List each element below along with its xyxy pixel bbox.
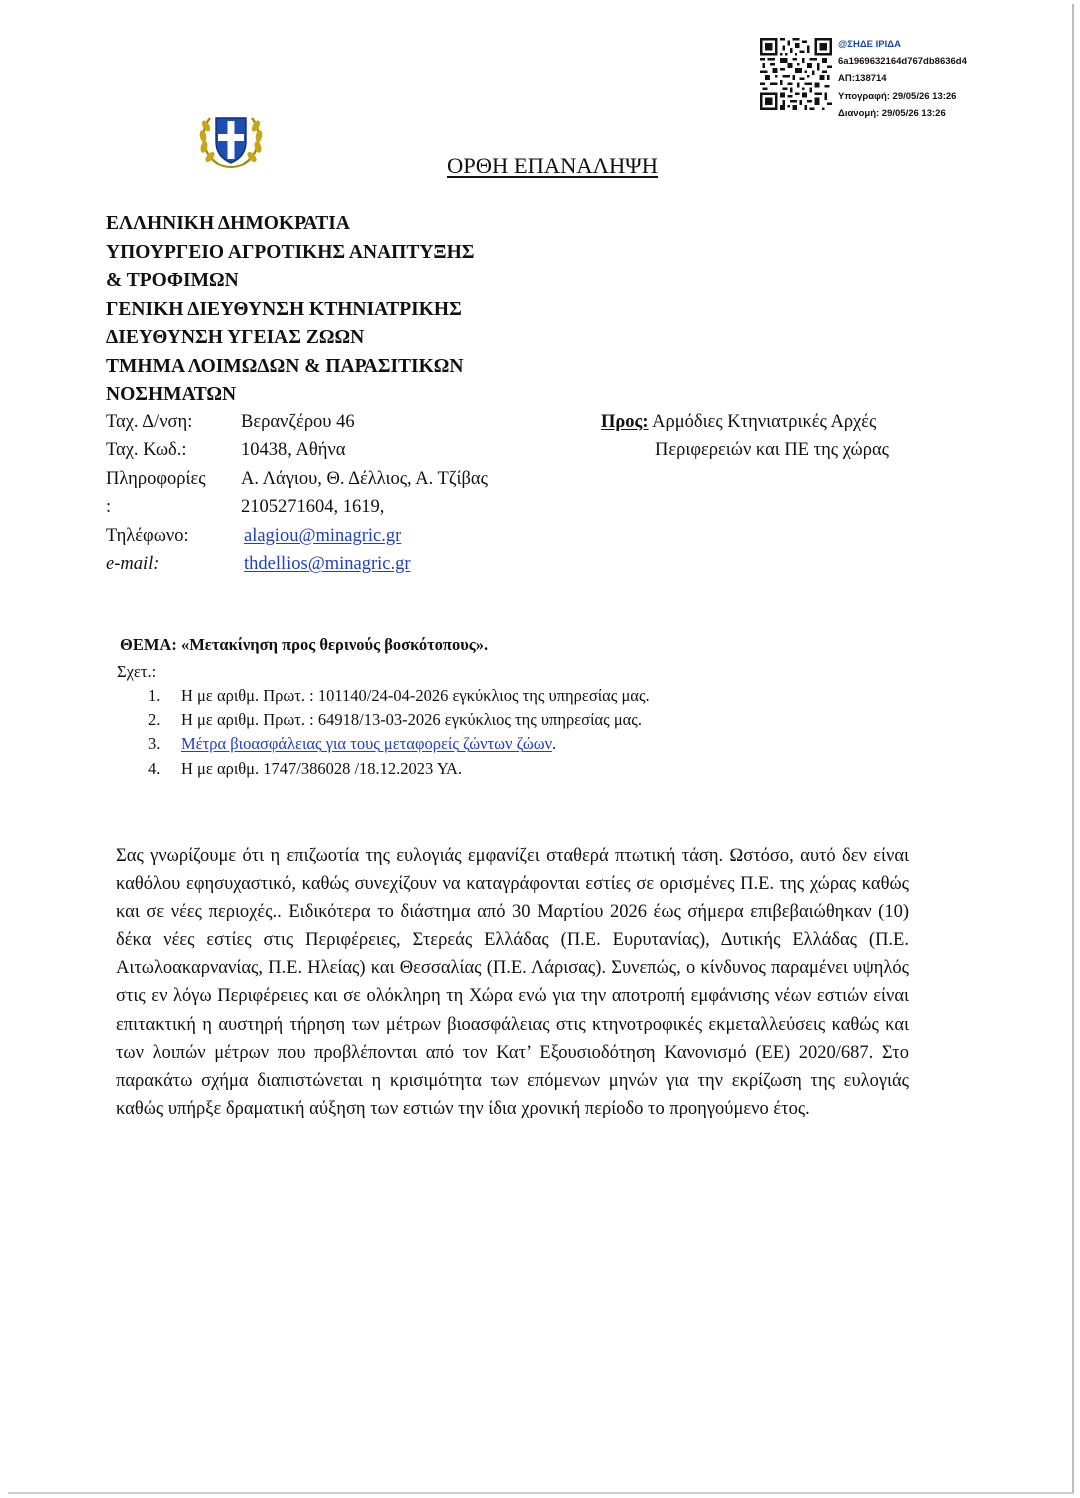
related-label: Σχετ.: [117, 662, 157, 681]
stamp-hash: 6a1969632164d767db8636d4 [838, 56, 967, 68]
reference-number: 2. [148, 710, 161, 730]
revision-title: ΟΡΘΗ ΕΠΑΝΑΛΗΨΗ [447, 153, 659, 178]
info-value: Α. Λάγιου, Θ. Δέλλιος, Α. Τζίβας [241, 468, 488, 489]
header-line: ΓΕΝΙΚΗ ΔΙΕΥΘΥΝΣΗ ΚΤΗΝΙΑΤΡΙΚΗΣ [106, 298, 462, 320]
email-link-alagiou[interactable]: alagiou@minagric.gr [244, 525, 402, 546]
recipient-block [601, 408, 889, 465]
postcode-value: 10438, Αθήνα [241, 440, 346, 461]
biosecurity-link[interactable]: Μέτρα βιοασφάλειας για τους μεταφορείς ζώντων ζώων [181, 734, 553, 754]
reference-number: 4. [148, 758, 161, 778]
header-line: ΤΜΗΜΑ ΛΟΙΜΩΔΩΝ & ΠΑΡΑΣΙΤΙΚΩΝ [106, 355, 464, 377]
phones-value: 2105271604, 1619, [241, 497, 385, 518]
signature-stamp [760, 36, 1000, 119]
header-line: ΝΟΣΗΜΑΤΩΝ [106, 384, 237, 405]
reference-suffix: . [552, 734, 557, 754]
reference-text: Η με αριθμ. Πρωτ. : 64918/13-03-2026 εγκύκλιος της υπηρεσίας μας. [181, 710, 642, 730]
subject-line: ΘΕΜΑ: «Μετακίνηση προς θερινούς βοσκότοπους». [120, 635, 489, 654]
phone-label: Τηλέφωνο: [106, 525, 189, 546]
recipient-line-2: Περιφερειών και ΠΕ της χώρας [655, 440, 889, 461]
postcode-label: Ταχ. Κωδ.: [106, 440, 187, 461]
recipient-label: Προς: [601, 412, 649, 432]
stamp-system: @ΣΗΔΕ ΙΡΙΔΑ [838, 39, 901, 50]
header-line: ΥΠΟΥΡΓΕΙΟ ΑΓΡΟΤΙΚΗΣ ΑΝΑΠΤΥΞΗΣ [106, 241, 475, 263]
email-link-thdellios[interactable]: thdellios@minagric.gr [244, 553, 411, 574]
list-item [148, 708, 650, 732]
address-value: Βερανζέρου 46 [241, 412, 355, 432]
stamp-protocol: ΑΠ:138714 [838, 73, 887, 85]
email-label: e-mail: [106, 553, 160, 574]
recipient-line-1 [601, 408, 889, 436]
stamp-text [838, 36, 967, 122]
reference-number: 1. [148, 686, 161, 705]
header-line: ΕΛΛΗΝΙΚΗ ΔΗΜΟΚΡΑΤΙΑ [106, 213, 350, 234]
info-colon: : [106, 497, 112, 518]
list-item [148, 757, 650, 781]
qr-code-icon [760, 36, 832, 112]
list-item [148, 732, 650, 756]
stamp-distribution: Διανομή: 29/05/26 13:26 [838, 107, 946, 119]
address-label: Ταχ. Δ/νση: [106, 412, 193, 432]
hellenic-republic-emblem-icon [196, 108, 266, 172]
reference-text: Η με αριθμ. Πρωτ. : 101140/24-04-2026 εγκύκλιος της υπηρεσίας μας. [181, 686, 650, 705]
header-line: ΔΙΕΥΘΥΝΣΗ ΥΓΕΙΑΣ ΖΩΩΝ [106, 327, 365, 348]
reference-text: Η με αριθμ. 1747/386028 /18.12.2023 ΥΑ. [181, 758, 463, 778]
info-label: Πληροφορίες [106, 468, 206, 489]
stamp-signature: Υπογραφή: 29/05/26 13:26 [838, 90, 957, 102]
list-item [148, 684, 650, 708]
recipient-line-1-text: Αρμόδιες Κτηνιατρικές Αρχές [652, 412, 877, 432]
body-paragraph: Σας γνωρίζουμε ότι η επιζωοτία της ευλογιάς εμφανίζει σταθερά πτωτική τάση. Ωστόσο, αυτό δεν είναι καθόλου εφησυχαστικό, καθώς συνεχίζουν να καταγράφονται εστίες σε ορισμένες Π.Ε. της χώρας καθώς και σε νέες περιοχές.. Ειδικότερα το διάστημα από 30 Μαρτίου 2026 έως σήμερα επιβεβαιώθηκαν (10) δέκα νέες εστίες στις Περιφέρειες, Στερεάς Ελλάδας (Π.Ε. Ευρυτανίας), Δυτικής Ελλάδας (Π.Ε. Αιτωλοακαρνανίας, Π.Ε. Ηλείας) και Θεσσαλίας (Π.Ε. Λάρισας). Συνεπώς, ο κίνδυνος παραμένει υψηλός στις εν λόγω Περιφέρειες και σε ολόκληρη τη Χώρα ενώ για την αποτροπή εμφάνισης νέων εστιών είναι επιτακτική η αυστηρή τήρηση των μέτρων βιοασφάλειας στις κτηνοτροφικές εκμεταλλεύσεις καθώς και των λοιπών μέτρων που προβλέπονται από τον Κατ’ Εξουσιοδότηση Κανονισμό (ΕΕ) 2020/687. Στο παρακάτω σχήμα διαπιστώνεται η κρισιμότητα των επόμενων μηνών για την εκρίζωση της ευλογιάς καθώς υπήρξε δραματική αύξηση των εστιών την ίδια χρονική περίοδο το προηγούμενο έτος. [116, 846, 909, 1119]
references-list [148, 684, 650, 781]
authority-header [106, 210, 475, 410]
reference-number: 3. [148, 734, 161, 754]
header-line: & ΤΡΟΦΙΜΩΝ [106, 270, 239, 291]
